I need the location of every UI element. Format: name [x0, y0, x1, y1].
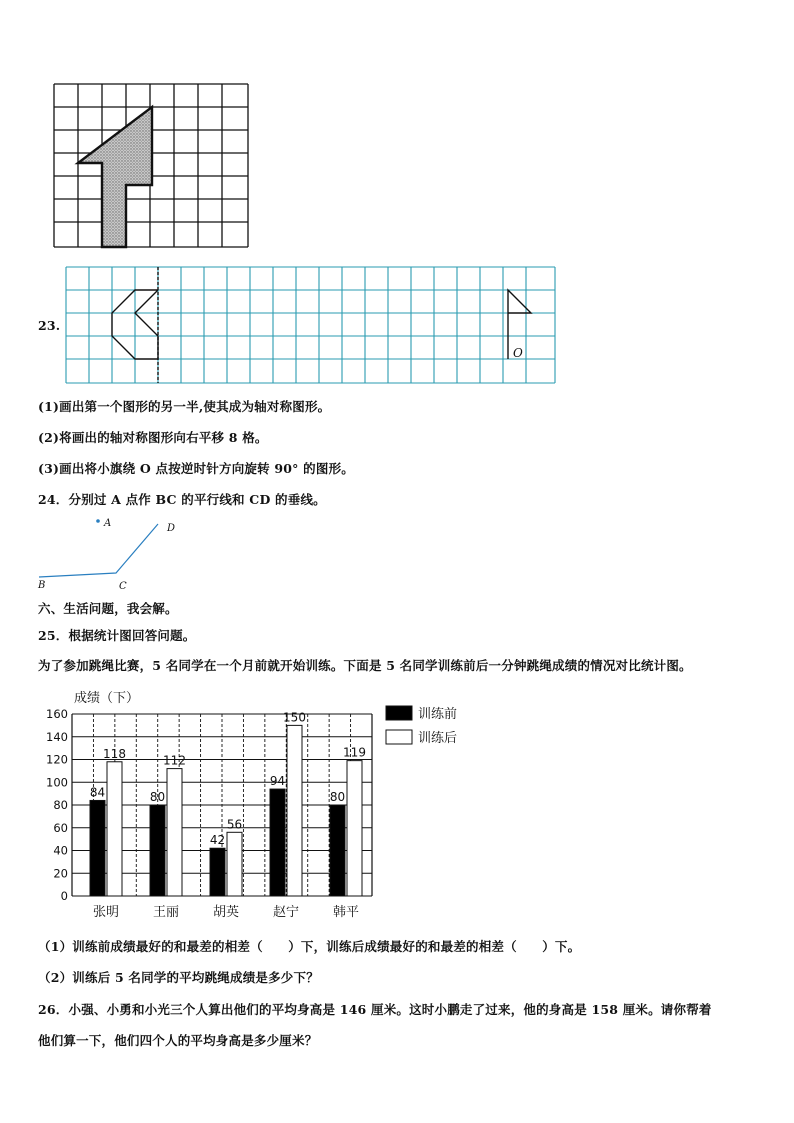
shaded-shape	[78, 107, 152, 247]
bar-value-label: 84	[89, 785, 106, 800]
category-label: 赵宁	[272, 905, 300, 920]
y-axis-label: 成绩（下）	[74, 691, 140, 706]
q23-instruction-3: (3)画出将小旗绕 O 点按逆时针方向旋转 90° 的图形。	[38, 461, 354, 476]
q25-intro: 为了参加跳绳比赛，5 名同学在一个月前就开始训练。下面是 5 名同学训练前后一分钟跳绳成绩的情况对比统计图。	[38, 658, 692, 673]
category-label: 韩平	[332, 905, 360, 920]
bar-after	[347, 761, 362, 896]
line-bcd	[39, 524, 158, 577]
q23-instruction-2: (2)将画出的轴对称图形向右平移 8 格。	[38, 430, 268, 445]
label-d: D	[167, 523, 176, 534]
q23-instruction-1: (1)画出第一个图形的另一半,使其成为轴对称图形。	[38, 399, 331, 414]
q25-text: 25．根据统计图回答问题。	[38, 628, 196, 643]
bar-after	[287, 725, 302, 896]
y-tick-label: 80	[53, 798, 68, 812]
label-b: B	[38, 580, 46, 591]
bar-before	[90, 800, 105, 896]
section-6-title: 六、生活问题，我会解。	[38, 601, 178, 616]
y-tick-label: 20	[53, 866, 68, 881]
bar-before	[270, 789, 285, 896]
bar-value-label: 112	[163, 753, 186, 768]
y-tick-label: 120	[46, 752, 68, 767]
bar-before	[330, 805, 345, 896]
y-tick-label: 60	[53, 820, 68, 835]
bar-after	[227, 832, 242, 896]
grid-figure-shaded	[52, 82, 252, 250]
q26-line-1: 26．小强、小勇和小光三个人算出他们的平均身高是 146 厘米。这时小鹏走了过来，他的身高是 158 厘米。请你帮着	[38, 1002, 712, 1017]
legend-swatch	[386, 706, 412, 720]
y-tick-label: 100	[46, 775, 68, 790]
bar-chart	[36, 684, 476, 924]
legend-label: 训练后	[418, 731, 458, 746]
category-label: 张明	[92, 905, 120, 920]
bar-value-label: 118	[103, 746, 126, 761]
bar-value-label: 56	[226, 817, 243, 832]
bar-before	[150, 805, 165, 896]
bar-value-label: 119	[343, 745, 366, 760]
bar-value-label: 150	[283, 710, 306, 725]
point-o-label: O	[513, 346, 523, 360]
bar-value-label: 80	[149, 790, 166, 804]
bar-after	[167, 769, 182, 896]
q23-number: 23.	[38, 318, 61, 333]
category-label: 王丽	[152, 905, 180, 920]
legend-swatch	[386, 730, 412, 744]
y-tick-label: 0	[60, 889, 68, 903]
bar-before	[210, 848, 225, 896]
bar-after	[107, 762, 122, 896]
y-tick-label: 140	[46, 729, 68, 744]
bar-value-label: 80	[329, 790, 346, 804]
q24-figure	[36, 512, 206, 594]
q26-line-2: 他们算一下，他们四个人的平均身高是多少厘米？	[38, 1033, 318, 1048]
q25-sub1: （1）训练前成绩最好的和最差的相差（ ）下，训练后成绩最好的和最差的相差（ ）下。	[38, 939, 581, 954]
label-c: C	[119, 581, 127, 592]
q25-sub2: （2）训练后 5 名同学的平均跳绳成绩是多少下？	[38, 970, 319, 985]
bar-value-label: 42	[209, 833, 226, 848]
q23-grid-figure	[62, 264, 560, 386]
bar-value-label: 94	[269, 774, 286, 789]
q24-text: 24．分别过 A 点作 BC 的平行线和 CD 的垂线。	[38, 492, 326, 507]
y-tick-label: 40	[53, 843, 68, 858]
category-label: 胡英	[212, 905, 240, 920]
label-a: A	[104, 518, 112, 529]
legend-label: 训练前	[418, 707, 458, 722]
point-a	[96, 519, 100, 523]
y-tick-label: 160	[46, 707, 68, 721]
